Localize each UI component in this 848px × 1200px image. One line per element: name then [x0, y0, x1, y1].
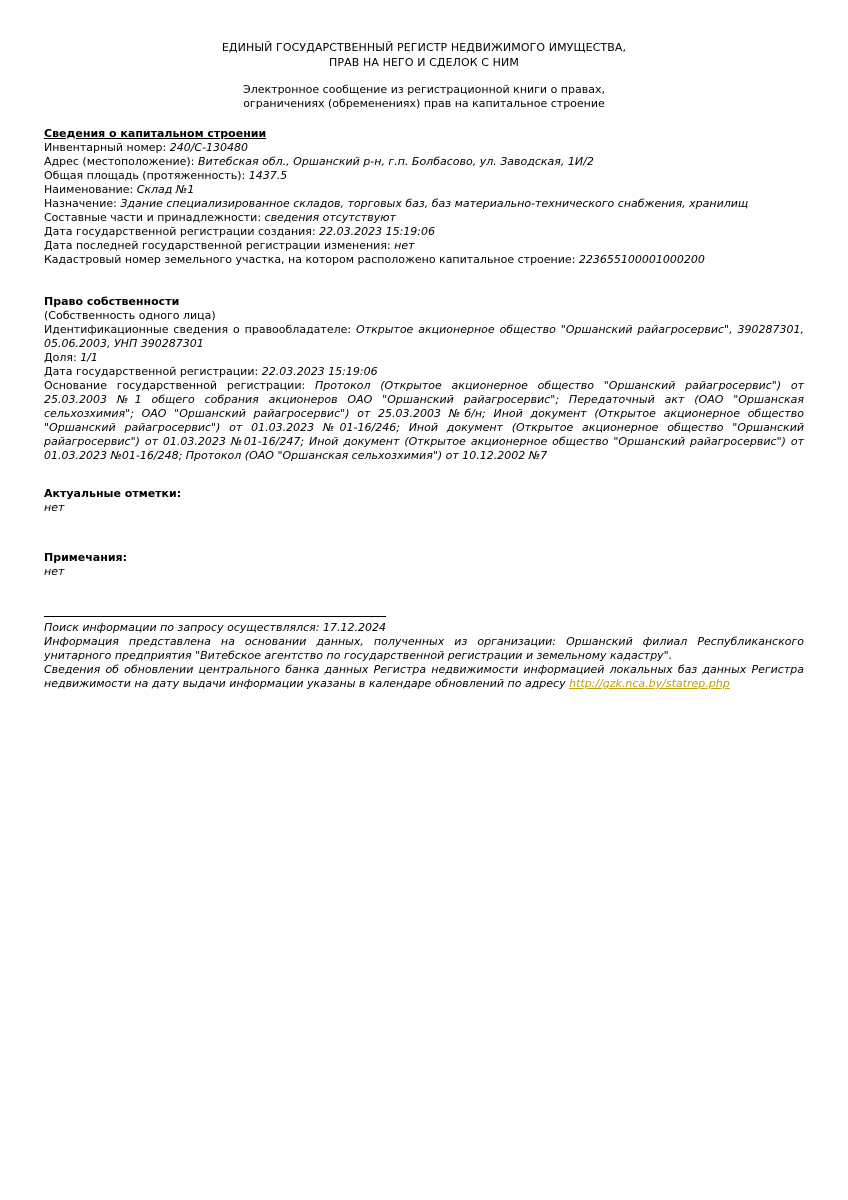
notes-heading: Примечания: — [44, 551, 127, 564]
field-value: Витебская обл., Оршанский р-н, г.п. Болбасово, ул. Заводская, 1И/2 — [197, 155, 594, 168]
field-label: Общая площадь (протяженность): — [44, 169, 246, 182]
field-label: Доля: — [44, 351, 77, 364]
footer-source-text: Информация представлена на основании данных, полученных из организации: Оршанский филиал Республиканского унитарного предприятия "Витебское агентство по государственной регистрации и земельному кадастру". — [44, 635, 804, 662]
subtitle-line-2: ограничениях (обременениях) прав на капитальное строение — [243, 97, 605, 110]
field-value: 240/С-130480 — [169, 141, 249, 154]
ownership-section — [44, 295, 804, 463]
field-label: Составные части и принадлежности: — [44, 211, 262, 224]
field-value: Протокол (Открытое акционерное общество "Оршанский райагросервис") от 25.03.2003 №1 общего собрания акционеров ОАО "Оршанский райагросервис"; Передаточный акт (ОАО "Оршанская сельхозхимия"; ОАО "Оршанский райагросервис") от 25.03.2003 №б/н; Иной документ (Открытое акционерное общество "Оршанский райагросервис") от 01.03.2023 №01-16/246; Иной документ (Открытое акционерное общество "Оршанский райагросервис") от 01.03.2023 №01-16/247; Иной документ (Открытое акционерное общество "Оршанский райагросервис") от 01.03.2023 №01-16/248; Протокол (ОАО "Оршанская сельхозхимия") от 10.12.2002 №7 — [44, 379, 805, 462]
field-value: 22.03.2023 15:19:06 — [319, 225, 436, 238]
marks-value: нет — [44, 501, 65, 514]
field-label: Дата последней государственной регистрации изменения: — [44, 239, 391, 252]
field-label: Инвентарный номер: — [44, 141, 167, 154]
divider-line — [44, 616, 386, 617]
footer-search-line — [44, 621, 804, 635]
footer-update-text: Сведения об обновлении центрального банка данных Регистра недвижимости информацией локальных баз данных Регистра недвижимости на дату выдачи информации указаны в календаре обновлений по адресу — [44, 663, 804, 690]
field-value: 223655100001000200 — [578, 253, 705, 266]
field-total-area — [44, 169, 804, 183]
field-label: Наименование: — [44, 183, 134, 196]
document-title — [44, 40, 804, 70]
field-registration-basis — [44, 379, 804, 463]
capital-structure-section — [44, 127, 804, 267]
field-inventory-number — [44, 141, 804, 155]
notes-value: нет — [44, 565, 65, 578]
notes-section — [44, 551, 804, 579]
field-value: сведения отсутствуют — [264, 211, 396, 224]
field-share — [44, 351, 804, 365]
title-line-1: ЕДИНЫЙ ГОСУДАРСТВЕННЫЙ РЕГИСТР НЕДВИЖИМОГО ИМУЩЕСТВА, — [221, 41, 627, 54]
footer-search-value: 17.12.2024 — [323, 621, 386, 634]
document-footer — [44, 616, 804, 691]
ownership-heading: Право собственности — [44, 295, 180, 308]
field-label: Идентификационные сведения о правообладателе: — [44, 323, 352, 336]
field-value: 22.03.2023 15:19:06 — [261, 365, 378, 378]
field-label: Адрес (местоположение): — [44, 155, 195, 168]
statrep-link[interactable]: http://gzk.nca.by/statrep.php — [569, 677, 730, 690]
field-label: Основание государственной регистрации: — [44, 379, 306, 392]
field-cadastral-number — [44, 253, 804, 267]
field-purpose — [44, 197, 804, 211]
field-value: нет — [394, 239, 415, 252]
field-label: Кадастровый номер земельного участка, на котором расположено капитальное строение: — [44, 253, 576, 266]
document-header — [44, 40, 804, 111]
ownership-type-note: (Собственность одного лица) — [44, 309, 216, 322]
field-label: Назначение: — [44, 197, 117, 210]
field-registration-date — [44, 365, 804, 379]
marks-heading: Актуальные отметки: — [44, 487, 182, 500]
field-label: Дата государственной регистрации: — [44, 365, 259, 378]
field-components — [44, 211, 804, 225]
title-line-2: ПРАВ НА НЕГО И СДЕЛОК С НИМ — [329, 56, 519, 69]
field-name — [44, 183, 804, 197]
field-value: 1/1 — [80, 351, 98, 364]
document-subtitle — [44, 83, 804, 111]
field-value: Здание специализированное складов, торговых баз, баз материально-технического снабжения, хранилищ — [120, 197, 749, 210]
footer-update-line — [44, 663, 804, 691]
field-value: Склад №1 — [136, 183, 195, 196]
field-registration-creation-date — [44, 225, 804, 239]
field-address — [44, 155, 804, 169]
capital-structure-heading: Сведения о капитальном строении — [44, 127, 267, 140]
field-value: 1437.5 — [248, 169, 288, 182]
subtitle-line-1: Электронное сообщение из регистрационной книги о правах, — [243, 83, 605, 96]
footer-search-label: Поиск информации по запросу осуществлялся: — [44, 621, 320, 634]
field-last-change-date — [44, 239, 804, 253]
field-value: Открытое акционерное общество "Оршанский райагросервис", 390287301, 05.06.2003, УНП 390287301 — [44, 323, 804, 350]
marks-section — [44, 487, 804, 515]
field-label: Дата государственной регистрации создания: — [44, 225, 316, 238]
field-rightholder-identification — [44, 323, 804, 351]
